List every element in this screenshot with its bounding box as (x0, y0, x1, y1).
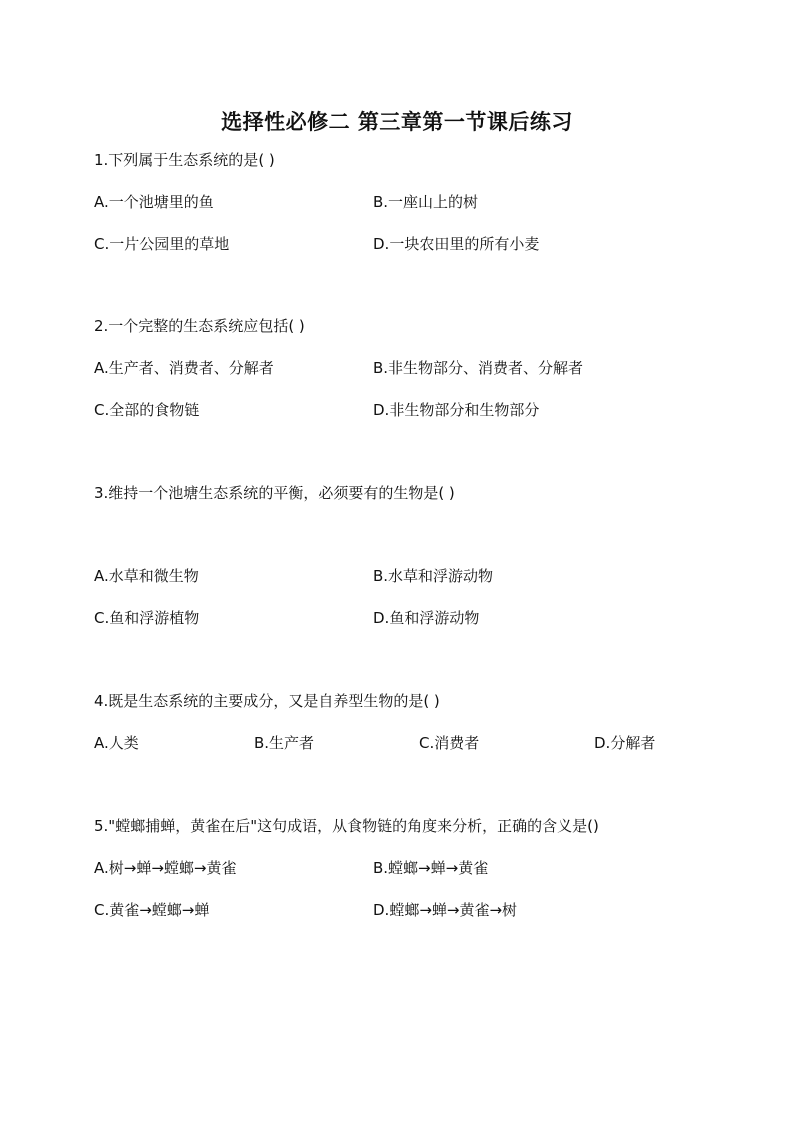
question-1-option-d: D.一块农田里的所有小麦 (373, 235, 540, 253)
question-1-stem: 1.下列属于生态系统的是( ) (94, 151, 275, 169)
question-5-option-d: D.螳螂→蝉→黄雀→树 (373, 901, 518, 919)
question-2-option-c: C.全部的食物链 (94, 401, 200, 419)
question-4-stem: 4.既是生态系统的主要成分，又是自养型生物的是( ) (94, 692, 440, 710)
page-title: 选择性必修二 第三章第一节课后练习 (221, 110, 573, 134)
question-3-option-c: C.鱼和浮游植物 (94, 609, 200, 627)
question-1-option-c: C.一片公园里的草地 (94, 235, 230, 253)
question-1-option-a: A.一个池塘里的鱼 (94, 193, 214, 211)
question-2-option-b: B.非生物部分、消费者、分解者 (373, 359, 584, 377)
question-4-option-c: C.消费者 (419, 734, 480, 752)
question-3-stem: 3.维持一个池塘生态系统的平衡，必须要有的生物是( ) (94, 484, 455, 502)
question-1-option-b: B.一座山上的树 (373, 193, 479, 211)
question-2-stem: 2.一个完整的生态系统应包括( ) (94, 317, 305, 335)
question-4-option-d: D.分解者 (594, 734, 656, 752)
question-5-option-a: A.树→蝉→螳螂→黄雀 (94, 859, 237, 877)
question-2-option-d: D.非生物部分和生物部分 (373, 401, 540, 419)
question-3-option-d: D.鱼和浮游动物 (373, 609, 480, 627)
question-3-option-b: B.水草和浮游动物 (373, 567, 494, 585)
question-4-option-a: A.人类 (94, 734, 139, 752)
question-5-option-b: B.螳螂→蝉→黄雀 (373, 859, 489, 877)
question-4-option-b: B.生产者 (254, 734, 315, 752)
question-5-option-c: C.黄雀→螳螂→蝉 (94, 901, 210, 919)
question-5-stem: 5."螳螂捕蝉，黄雀在后"这句成语，从食物链的角度来分析，正确的含义是() (94, 817, 599, 835)
question-2-option-a: A.生产者、消费者、分解者 (94, 359, 274, 377)
question-3-option-a: A.水草和微生物 (94, 567, 199, 585)
